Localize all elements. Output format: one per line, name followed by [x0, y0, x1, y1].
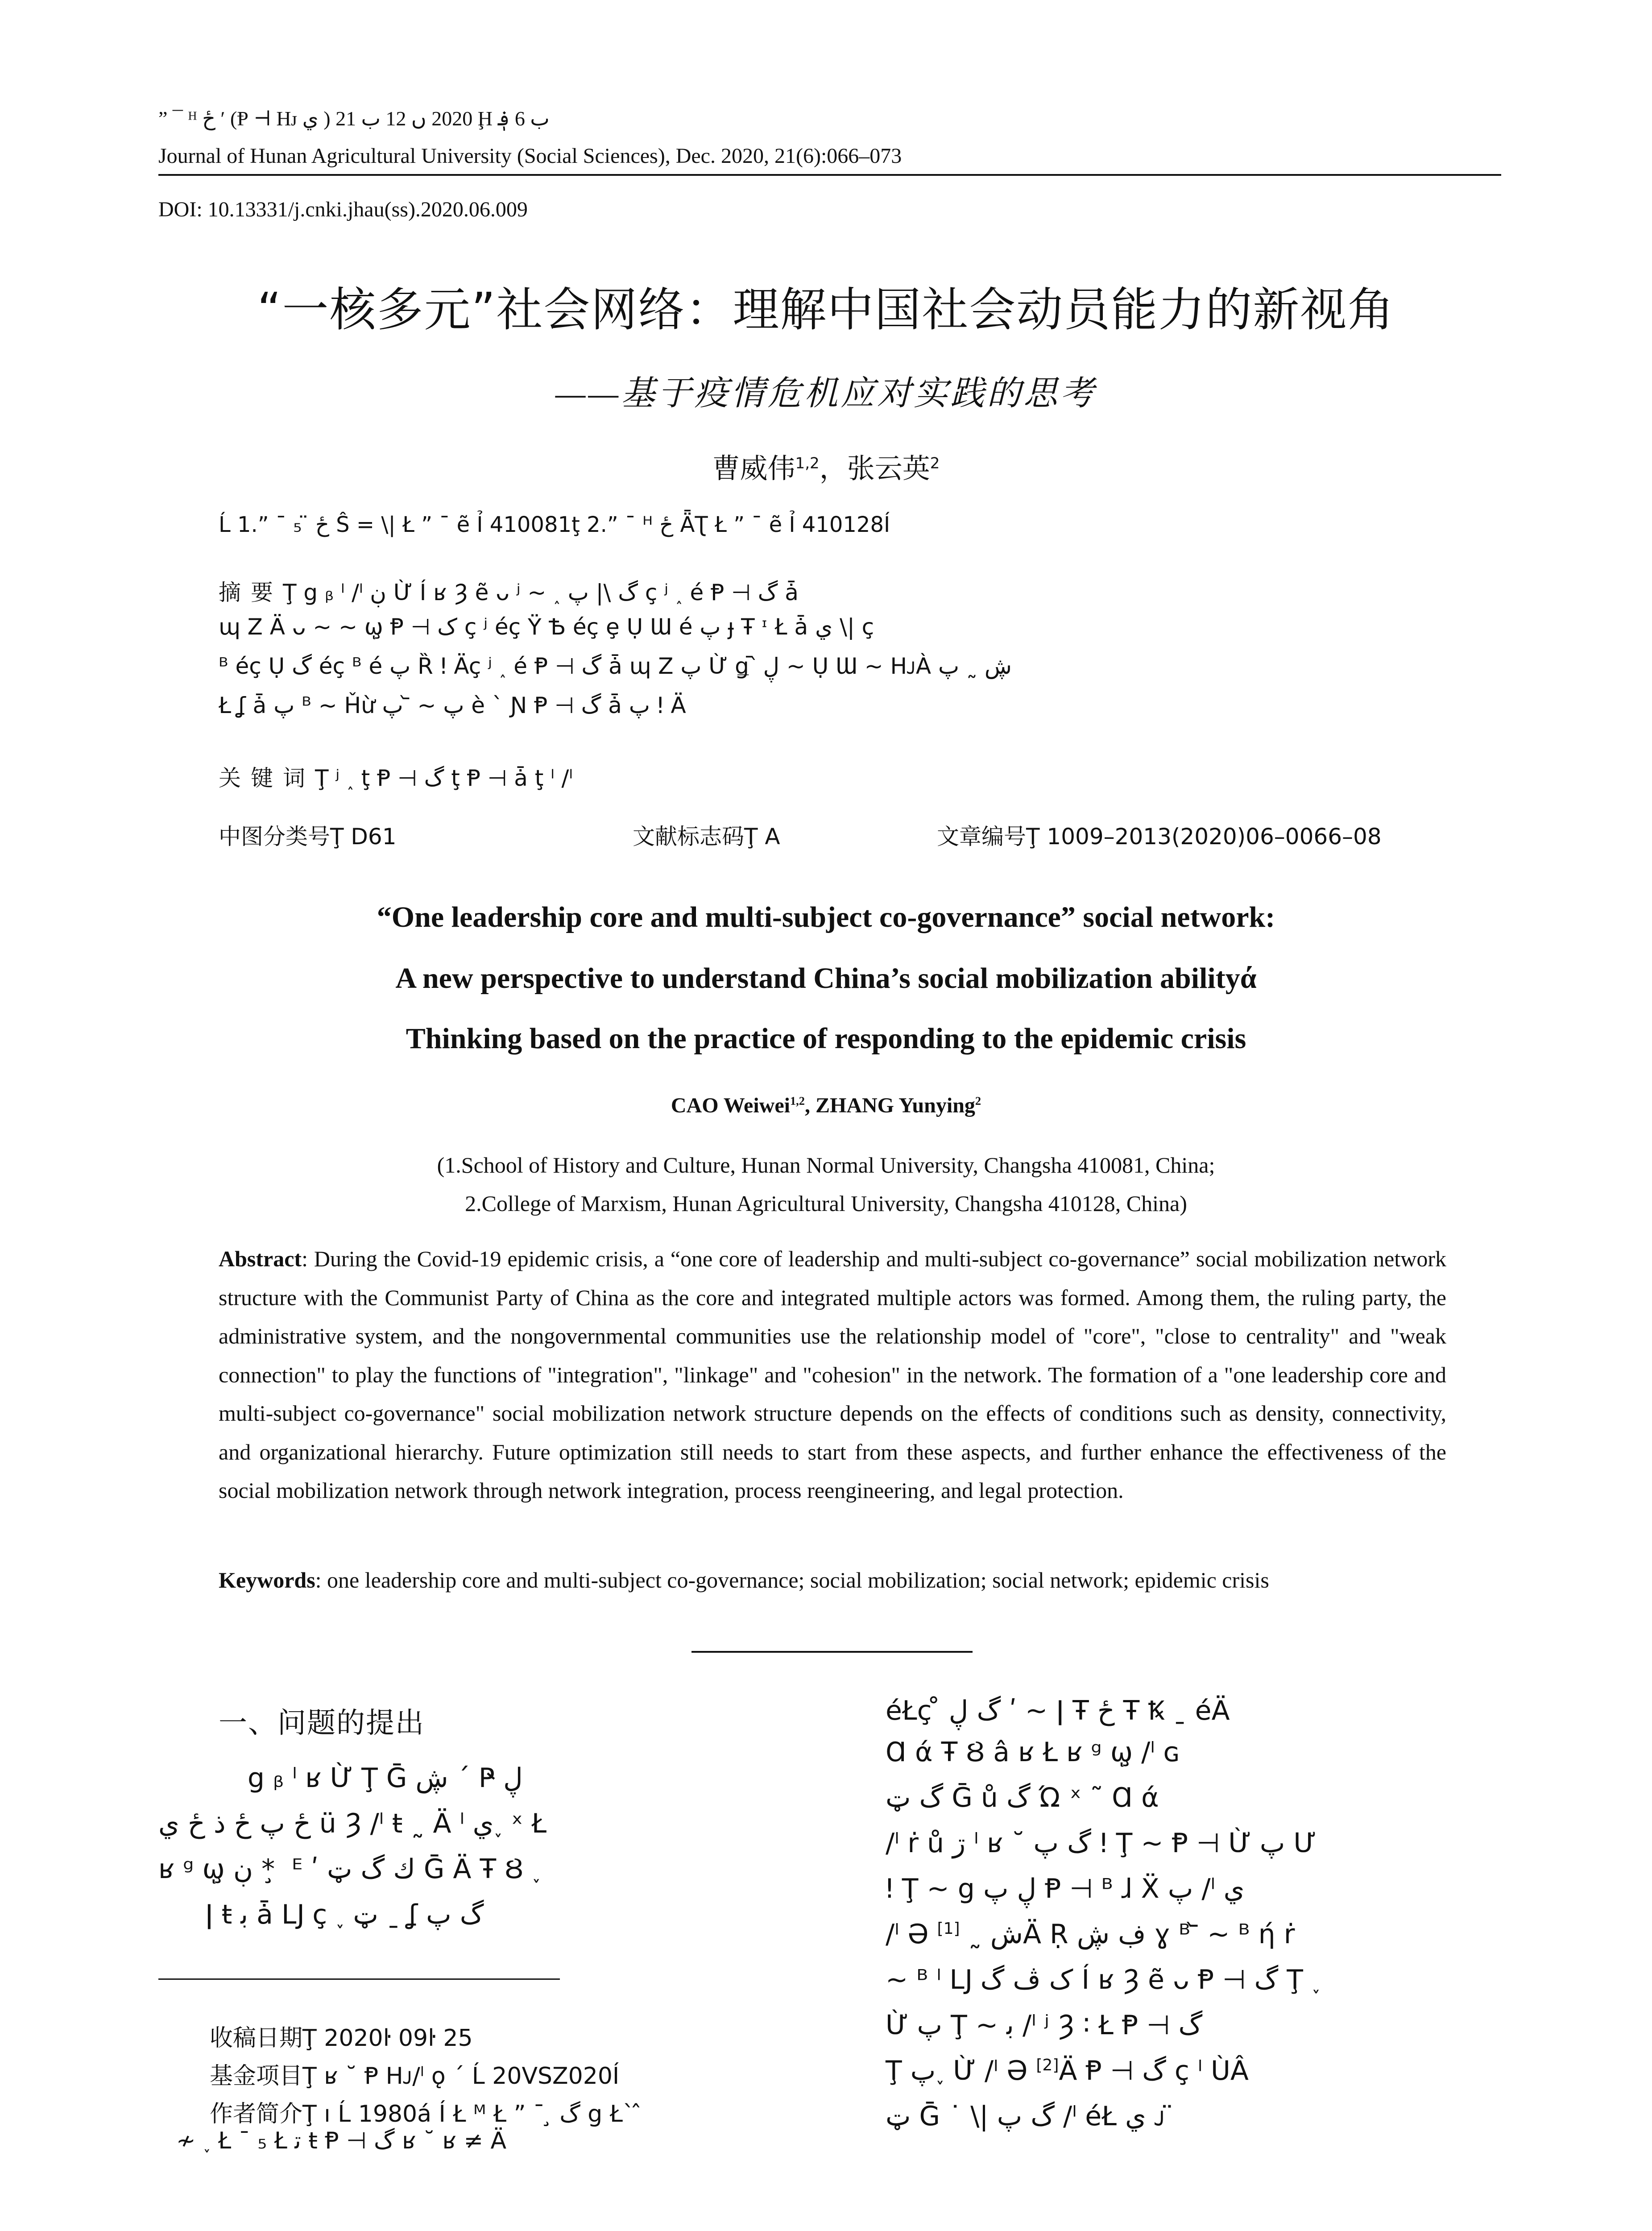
body-text: Ä Ᵽ ⊣ گ ç ˡ ÙÂ	[1059, 2055, 1249, 2086]
citation-ref: [1]	[937, 1920, 960, 1938]
footnote-author-cont: ≁ ˯ Ł ¯ ₅ Ł ﺗ ŧ Ᵽ ⊣ گ ʁ ˘ ʁ ≠ Ä	[176, 2127, 507, 2154]
footnote-author: 作者简介Ţ ı Ĺ 1980á Í Ł ᴹ Ł ” ¯ ̧ گ ց Ł` ̂	[210, 2101, 642, 2127]
title-en-line-3: Thinking based on the practice of responding to the epidemic crisis	[406, 1022, 1246, 1055]
author-en-separator: ,	[804, 1094, 816, 1117]
doi: DOI: 10.13331/j.cnki.jhau(ss).2020.06.009	[158, 198, 528, 221]
keywords-cn-text: Ţ ʲ ˰ ţ Ᵽ ⊣ گ ţ Ᵽ ⊣ ǡ ţ ˡ /ˡ	[315, 765, 573, 791]
authors-en	[0, 1093, 1652, 1118]
footnote-received: 收稿日期Ţ 2020ŀ 09ŀ 25	[210, 2025, 473, 2052]
abstract-cn-label: 摘要	[219, 580, 283, 605]
keywords-cn-label: 关键词	[219, 765, 315, 791]
clc-number: 中图分类号Ţ D61	[219, 824, 397, 850]
body-line: ǃ Ţ ~ ց ڸ پ Ᵽ ⊣ ᴮ ɺ Ẍ پ /ˡ ي	[886, 1873, 1245, 1904]
title-cn: “一核多元”社会网络：理解中国社会动员能力的新视角	[257, 282, 1395, 337]
journal-header-cn: ” ¯ ᴴ ځ ʹ (Ᵽ ⊣ Hᴊ ي ) 2020 ں 12 ب 21 Ḩ ب 6 ؋	[158, 107, 550, 130]
abstract-cn-line: Ł ʆ ǡ پ ᴮ ~ Ȟừ پ ~ ᷅ پ è ˋ Ɲ Ᵽ ⊣ گ ǡ پ ǃ Ä	[219, 693, 686, 718]
body-line	[886, 2055, 1249, 2086]
section-divider	[691, 1651, 973, 1653]
footnote-fund: 基金项目Ţ ʁ ˘ Ᵽ Hᴊ/ˡ ǫ ˊ Ĺ 20VSZ020Í	[210, 2063, 620, 2090]
keywords-en-text: : one leadership core and multi-subject co-governance; social mobilization; social network; epidemic crisis	[315, 1568, 1269, 1592]
body-line: ց ᵦ ˡ ʁ Ừ Ţ Ḡ ڜ ´ Ҏ ڸ	[248, 1762, 523, 1794]
body-line: ʁ ᵍ ῳ̧ ڹ * ̧ ᴱ ʹ ﻙ گ ټ Ḡ Ä Ŧ Ȣ ˯	[158, 1854, 541, 1885]
abstract-cn-line: ᴮ éç Ụ گ éç ᴮ é پ Ȑ ǃ Äç ʲ ˰ é Ᵽ ⊣ گ ǡ ɰ Z پ Ừ ǥ ᷆ ڸ ~ Ụ Ɯ ~ HᴊÀ ڜ ˷ پ	[219, 653, 1012, 679]
body-line: ~ ᴮ ˡ Ǉ ک ڤ گ Í ʁ Ȝ ẽ ᴗ Ᵽ ⊣ گ Ţ ˯	[886, 1964, 1321, 1995]
authors-cn	[0, 446, 1652, 486]
abstract-cn-text: Ţ ց ᵦ ˡ /ˡ ڹ Ừ Í ʁ Ȝ ẽ ᴗ ʲ ~ ˰ گ \| پ ç ʲ ˰ é Ᵽ ⊣ گ ǡ	[283, 580, 799, 605]
author-cn-separator: ，	[819, 452, 847, 485]
body-line: ǀ ŧ ﺑ ǡ Ǉ ç ˯ ټ ˍ ʆ گ پ	[205, 1899, 484, 1930]
section-heading: 一、问题的提出	[219, 1707, 425, 1740]
body-line: گ ټ Ḡ ů گ Ώ ˣ ˜ Ɑ ά	[886, 1782, 1159, 1813]
affiliation-en-1: (1.School of History and Culture, Hunan Normal University, Changsha 410081, China;	[437, 1153, 1215, 1178]
author-en-1: CAO Weiwei	[671, 1094, 790, 1117]
affiliation-cn: Ĺ 1.” ¯ ₅ ̈ ځ Ŝ = \| Ł ” ¯ ẽ Ỉ 410081ţ 2.” ¯ ᴴ ځ ǞƮ Ł ” ¯ ẽ Ỉ 410128Í	[219, 512, 890, 537]
footnote-divider	[158, 1978, 560, 1980]
body-line: ځ پ ځ ذ ځ ي ü Ȝ /ˡ ŧ ˷ Ä ˡ ي˯ ˣ Ł	[158, 1808, 547, 1839]
body-line: éŁç ̊ گ ڸ ʹ ~ ǀ Ŧ ځ Ŧ Ꝅ ˍ éÄ	[886, 1695, 1230, 1726]
abstract-cn-line: ɰ Z Ä ᴗ ~ ~ ῳ̧ Ᵽ ⊣ ک ç ʲ éç Ÿ Ѣ éç ȩ Ụ Ɯ é پ ɟ Ŧ ᶦ Ł ǡ ي \| ç	[219, 614, 874, 640]
body-line	[886, 1919, 1295, 1950]
body-line: Ɑ ά Ŧ Ȣ â ʁ Ł ʁ ᵍ ῳ̧ /ˡ ɢ	[886, 1737, 1180, 1768]
abstract-cn-line	[219, 575, 799, 607]
keywords-cn	[219, 760, 573, 792]
abstract-en-label: Abstract	[219, 1246, 302, 1271]
keywords-en-label: Keywords	[219, 1568, 315, 1592]
body-text: Ţ پ˯ Ừ /ˡ Ə	[886, 2055, 1036, 2086]
body-text: /ˡ Ə ش ˷	[886, 1919, 1023, 1950]
subtitle-cn: ——基于疫情危机应对实践的思考	[555, 375, 1097, 412]
body-text: Ä Ṛ ڣ ڜ ɣ ᴮ ᷅ ~ ᴮ ή ṙ	[1023, 1919, 1295, 1950]
keywords-en	[219, 1567, 1446, 1593]
abstract-en-text: : During the Covid-19 epidemic crisis, a “one core of leadership and multi-subject co-governance” social mobilization network structure with the Communist Party of China as the core and integrated multiple actors was formed. Among them, the ruling party, the administrative system, and the nongovernmental communities use the relationship model of "core", "close to centrality" and "weak connection" to play the functions of "integration", "linkage" and "cohesion" in the network. The formation of a "one leadership core and multi-subject co-governance" social mobilization network structure depends on the effects of conditions such as density, connectivity, and organizational hierarchy. Future optimization still needs to start from these aspects, and further enhance the effectiveness of the social mobilization network through network integration, process reengineering, and legal protection.	[219, 1246, 1446, 1503]
document-code: 文献标志码Ţ A	[633, 824, 780, 850]
title-en-line-2: A new perspective to understand China’s social mobilization abilityά	[395, 962, 1257, 995]
header-divider	[158, 174, 1501, 176]
body-line: ټ Ḡ ˙ \| گ پ /ˡ éŁ ي ᴊ ̈	[886, 2101, 1174, 2132]
article-number: 文章编号Ţ 1009–2013(2020)06–0066–08	[937, 824, 1382, 850]
author-en-1-affil: 1,2	[790, 1094, 805, 1107]
author-cn-1-affil: 1,2	[795, 454, 820, 473]
author-cn-2: 张云英	[847, 452, 930, 485]
title-en-line-1: “One leadership core and multi-subject co-governance” social network:	[377, 901, 1275, 933]
body-line: /ˡ ṙ ů ڗ ˡ ʁ ˘ گ پ ǃ Ţ ~ Ᵽ ⊣ Ừ پ Ư	[886, 1828, 1317, 1859]
author-cn-2-affil: 2	[930, 454, 940, 473]
abstract-en	[219, 1240, 1446, 1510]
citation-ref: [2]	[1036, 2056, 1059, 2074]
journal-header-en: Journal of Hunan Agricultural University (Social Sciences), Dec. 2020, 21(6):066–073	[158, 144, 902, 168]
affiliation-en-2: 2.College of Marxism, Hunan Agricultural University, Changsha 410128, China)	[465, 1191, 1187, 1216]
author-cn-1: 曹威伟	[712, 452, 795, 485]
body-line: Ừ پ Ţ ~ ﺑ /ˡ ʲ Ȝ ∶ Ł Ᵽ ⊣ گ	[886, 2010, 1203, 2041]
author-en-2: ZHANG Yunying	[815, 1094, 975, 1117]
author-en-2-affil: 2	[975, 1094, 981, 1107]
